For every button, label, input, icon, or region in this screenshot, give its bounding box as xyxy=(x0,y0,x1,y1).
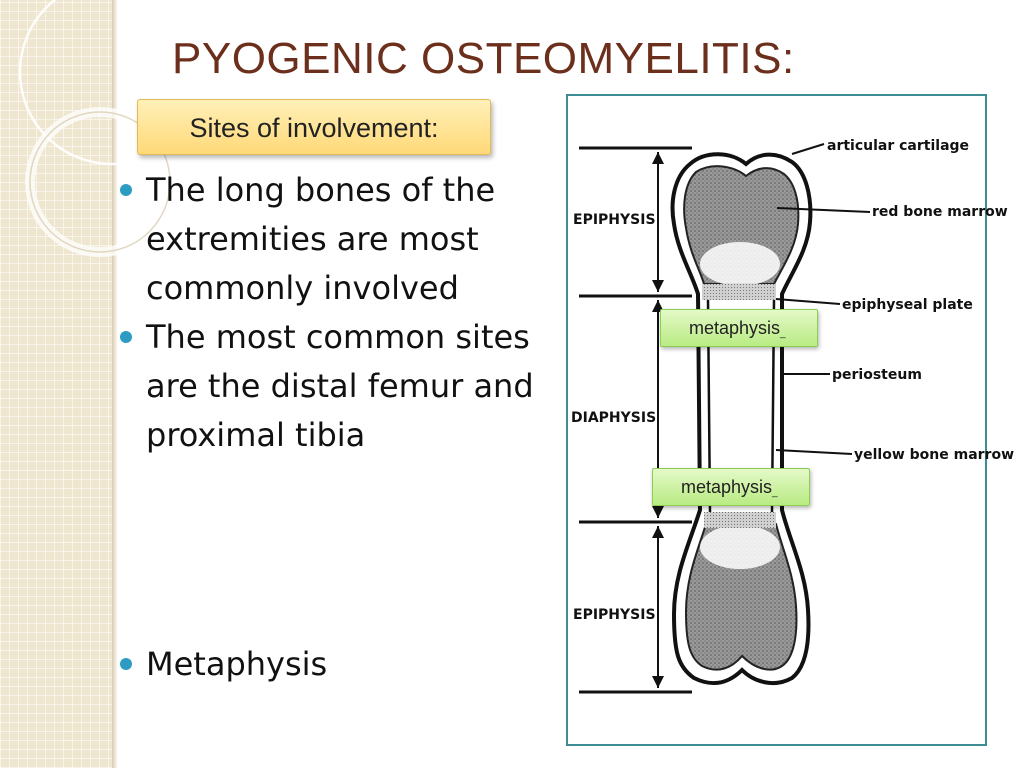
label-articular-cartilage: articular cartilage xyxy=(827,138,970,154)
subtitle-box: Sites of involvement: xyxy=(137,99,491,155)
region-label-diaphysis: DIAPHYSIS xyxy=(571,410,657,426)
bullet-item xyxy=(118,166,558,313)
label-red-bone-marrow: red bone marrow xyxy=(872,204,1008,220)
slide-title: PYOGENIC OSTEOMYELITIS: xyxy=(172,34,795,83)
label-periosteum: periosteum xyxy=(832,367,922,383)
metaphysis-callout-top xyxy=(660,309,818,347)
bullet-item-metaphysis xyxy=(118,640,586,689)
bullet-text: Metaphysis xyxy=(146,645,328,683)
bullet-list xyxy=(118,166,558,460)
callout-text: metaphysis xyxy=(689,318,781,338)
bullet-item xyxy=(118,313,558,460)
callout-text: metaphysis xyxy=(681,477,773,497)
bullet-text: The long bones of the extremities are most commonly involved xyxy=(146,171,496,307)
callout-mark: _ xyxy=(772,487,778,498)
metaphysis-fade-bottom xyxy=(700,525,780,569)
bullet-dot-icon xyxy=(120,658,132,670)
epiphyseal-plate-top xyxy=(702,284,776,300)
callout-mark: _ xyxy=(780,328,786,339)
bullet-dot-icon xyxy=(120,184,132,196)
epiphyseal-plate-bottom xyxy=(704,512,776,528)
region-label-epiphysis-top: EPIPHYSIS xyxy=(573,212,656,228)
metaphysis-fade-top xyxy=(700,242,780,286)
long-bone-diagram xyxy=(568,96,1015,744)
bullet-text: The most common sites are the distal femur and proximal tibia xyxy=(146,318,534,454)
label-epiphyseal-plate: epiphyseal plate xyxy=(842,297,973,313)
bone-diagram-frame xyxy=(566,94,1015,746)
metaphysis-callout-bottom xyxy=(652,468,810,506)
label-yellow-bone-marrow: yellow bone marrow xyxy=(854,447,1015,463)
bullet-dot-icon xyxy=(120,331,132,343)
region-label-epiphysis-bottom: EPIPHYSIS xyxy=(573,607,656,623)
